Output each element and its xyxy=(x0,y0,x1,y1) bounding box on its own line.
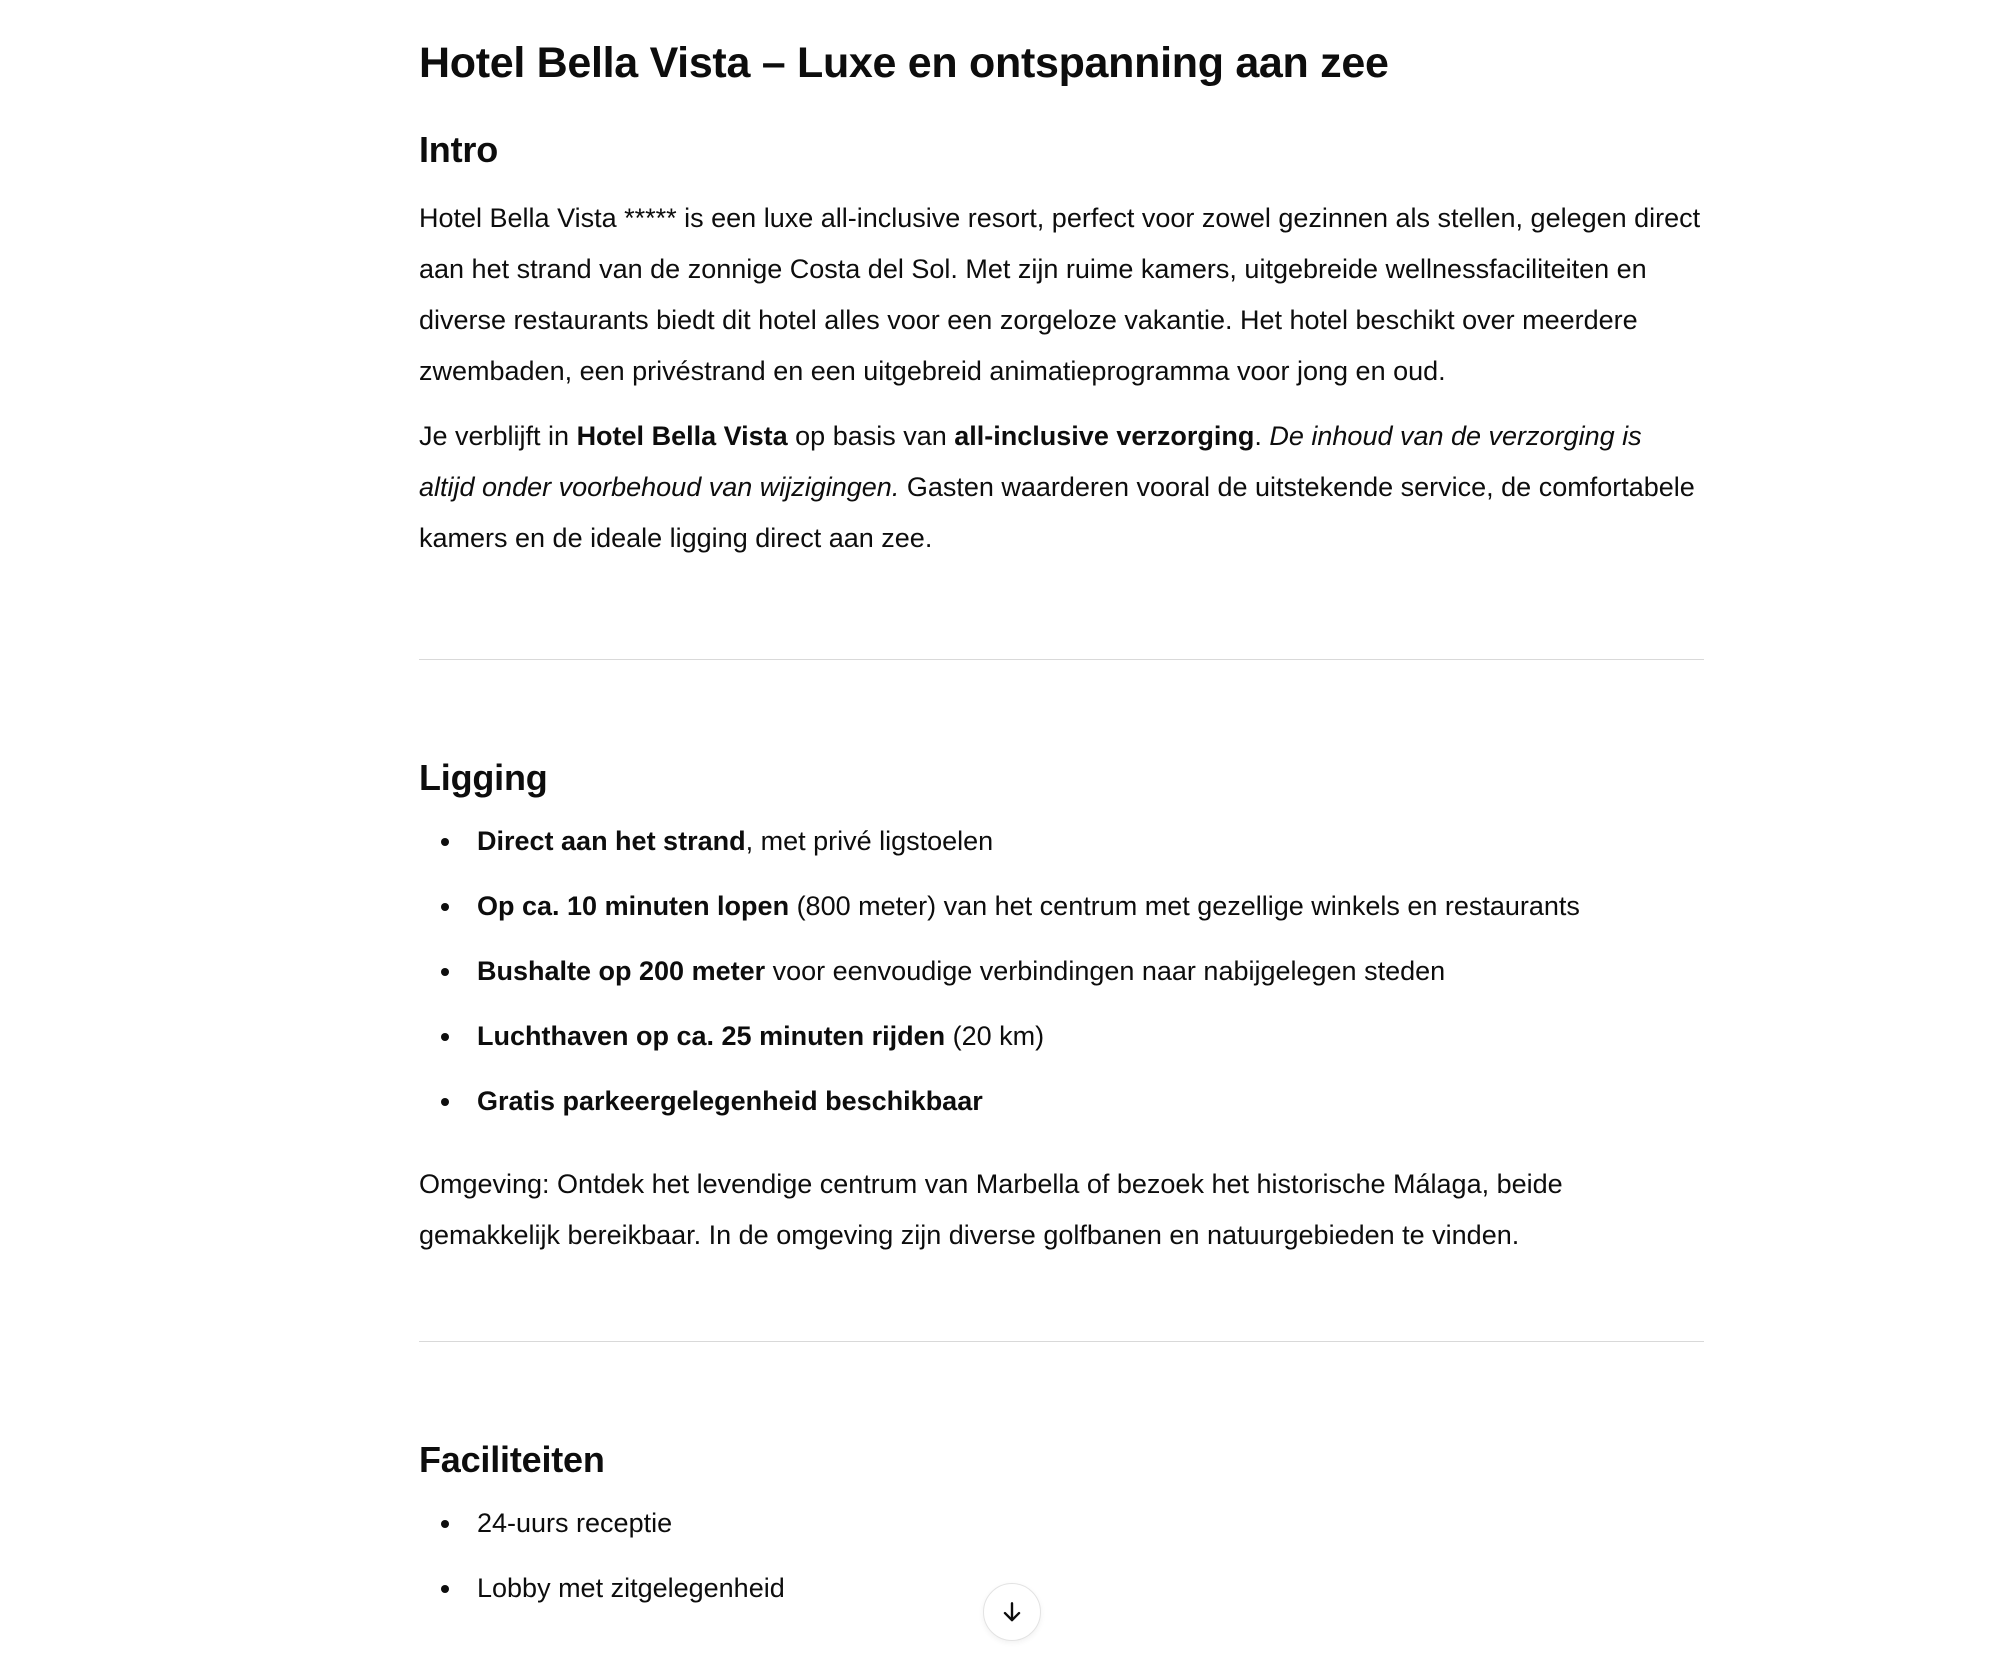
intro-heading: Intro xyxy=(419,128,498,170)
list-item-bold: Gratis parkeergelegenheid beschikbaar xyxy=(477,1085,983,1116)
list-item-bold: Bushalte op 200 meter xyxy=(477,955,766,986)
intro-section xyxy=(419,128,1704,564)
list-item-text: (20 km) xyxy=(945,1020,1045,1051)
section-divider xyxy=(419,659,1704,660)
bold-board-type: all-inclusive verzorging xyxy=(954,420,1255,451)
list-item-bold: Luchthaven op ca. 25 minuten rijden xyxy=(477,1020,946,1051)
list-item xyxy=(419,886,1704,926)
section-divider xyxy=(419,1341,1704,1342)
faciliteiten-heading: Faciliteiten xyxy=(419,1438,605,1480)
list-item xyxy=(419,1081,1704,1121)
ligging-list xyxy=(419,821,1704,1121)
ligging-section xyxy=(419,756,1704,1261)
italic-disclaimer: De inhoud van de verzorging is altijd onder voorbehoud van wijzigingen. xyxy=(419,420,1642,502)
article-content xyxy=(419,38,1704,1633)
list-item xyxy=(419,951,1704,991)
faciliteiten-section xyxy=(419,1438,1704,1608)
list-item xyxy=(419,1016,1704,1056)
intro-paragraph-2 xyxy=(419,411,1704,564)
list-item-text: , met privé ligstoelen xyxy=(745,825,994,856)
text-span: . xyxy=(1254,420,1270,451)
list-item-text: (800 meter) van het centrum met gezellige winkels en restaurants xyxy=(789,890,1580,921)
arrow-down-icon xyxy=(999,1599,1025,1625)
faciliteiten-list xyxy=(419,1503,1704,1608)
scroll-to-bottom-button[interactable] xyxy=(983,1583,1041,1641)
bold-hotel-name: Hotel Bella Vista xyxy=(576,420,788,451)
list-item-text: voor eenvoudige verbindingen naar nabijgelegen steden xyxy=(765,955,1446,986)
list-item-bold: Direct aan het strand xyxy=(477,825,746,856)
ligging-heading: Ligging xyxy=(419,756,548,798)
intro-paragraph-1: Hotel Bella Vista ***** is een luxe all-inclusive resort, perfect voor zowel gezinnen als stellen, gelegen direct aan het strand van de zonnige Costa del Sol. Met zijn ruime kamers, uitgebreide wellnessfaciliteiten en diverse restaurants biedt dit hotel alles voor een zorgeloze vakantie. Het hotel beschikt over meerdere zwembaden, een privéstrand en een uitgebreid animatieprogramma voor jong en oud. xyxy=(419,202,1701,386)
text-span: Je verblijft in xyxy=(419,420,577,451)
list-item: 24-uurs receptie xyxy=(419,1503,1704,1543)
list-item xyxy=(419,821,1704,861)
page-title: Hotel Bella Vista – Luxe en ontspanning aan zee xyxy=(419,39,1389,87)
omgeving-paragraph: Omgeving: Ontdek het levendige centrum van Marbella of bezoek het historische Málaga, beide gemakkelijk bereikbaar. In de omgeving zijn diverse golfbanen en natuurgebieden te vinden. xyxy=(419,1168,1563,1250)
text-span: Gasten waarderen vooral de uitstekende service, de comfortabele kamers en de ideale ligging direct aan zee. xyxy=(419,471,1695,553)
list-item-bold: Op ca. 10 minuten lopen xyxy=(477,890,790,921)
text-span: op basis van xyxy=(787,420,955,451)
list-item: Lobby met zitgelegenheid xyxy=(419,1568,1704,1608)
